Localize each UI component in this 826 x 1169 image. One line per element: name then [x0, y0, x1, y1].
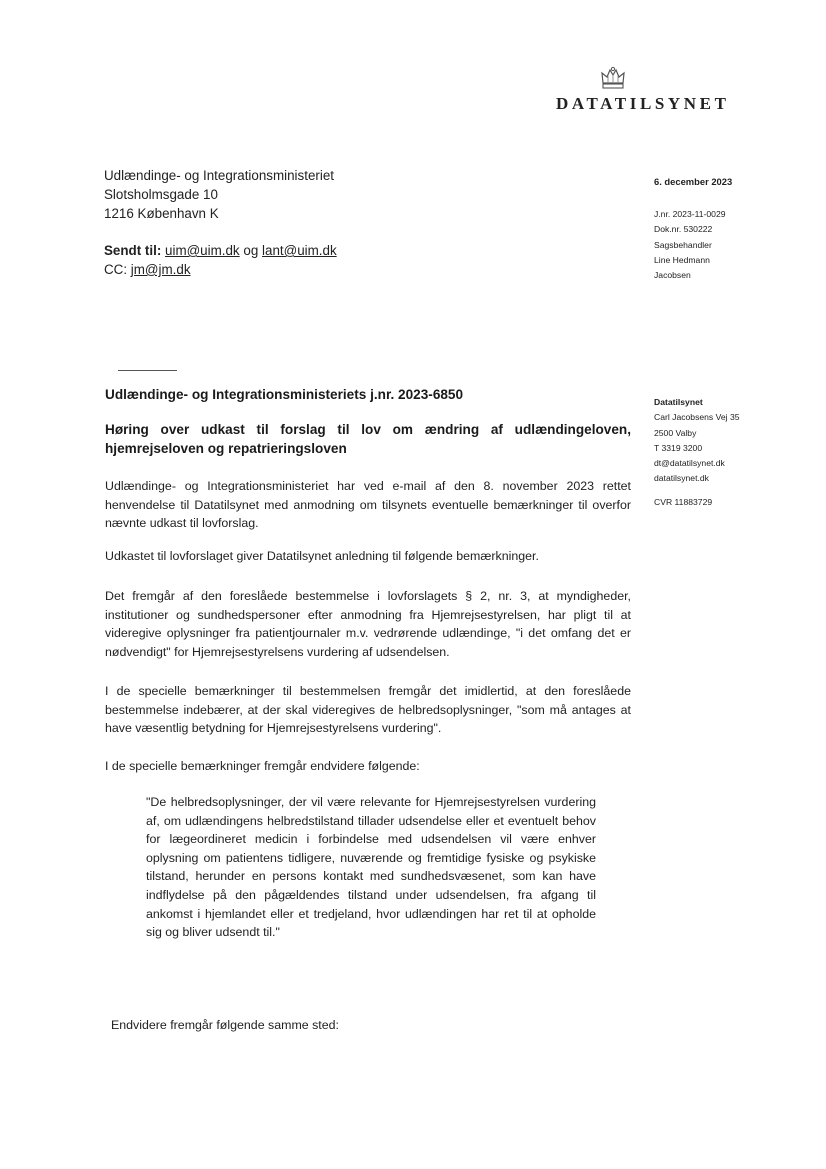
sender-contact: [654, 395, 740, 510]
sender-org: Datatilsynet: [654, 397, 703, 407]
body-paragraph: Endvidere fremgår følgende samme sted:: [111, 1018, 339, 1032]
case-meta: [654, 207, 726, 283]
case-handler-label: Sagsbehandler: [654, 239, 712, 250]
divider: [118, 370, 177, 371]
recipients-block: [104, 241, 337, 279]
reference-heading: Udlændinge- og Integrationsministeriets j.nr. 2023-6850: [105, 387, 464, 402]
body-paragraph: Det fremgår af den foreslåede bestemmelse i lovforslagets § 2, nr. 3, at myndigheder, institutioner og sundhedspersoner efter anmodning fra Hjemrejsestyrelsen, har pligt til at videregive oplysninger fra patientjournaler m.v. vedrørende udlændinge, "i det omfang det er nødvendigt" for Hjemrejsestyrelsens vurdering af udsendelsen.: [105, 589, 631, 659]
sender-cvr: CVR 11883729: [654, 496, 713, 507]
sender-city: 2500 Valby: [654, 427, 697, 438]
body-paragraph: I de specielle bemærkninger fremgår endvidere følgende:: [105, 759, 420, 773]
addressee-line: Udlændinge- og Integrationsministeriet: [104, 168, 334, 183]
addressee-block: [104, 166, 334, 223]
addressee-line: Slotsholmsgade 10: [104, 187, 218, 202]
cc-line: [104, 260, 337, 279]
addressee-line: 1216 København K: [104, 206, 219, 221]
sent-email-link[interactable]: uim@uim.dk: [165, 243, 240, 258]
sent-email-link[interactable]: lant@uim.dk: [262, 243, 337, 258]
case-handler-name: Line Hedmann: [654, 254, 710, 265]
journal-number: J.nr. 2023-11-0029: [654, 209, 726, 219]
datatilsynet-logo: [556, 66, 752, 116]
sender-web: datatilsynet.dk: [654, 473, 709, 484]
cc-email-link[interactable]: jm@jm.dk: [130, 262, 191, 277]
case-handler-name: Jacobsen: [654, 270, 691, 281]
body-paragraph: I de specielle bemærkninger til bestemmelsen fremgår det imidlertid, at den foreslåede bestemmelse indebærer, at der skal videregives de helbredsoplysninger, "som må antages at have væsentlig betydning for Hjemrejsestyrelsens vurdering".: [105, 684, 631, 736]
sent-label: Sendt til:: [104, 243, 162, 258]
crown-icon: [600, 66, 626, 90]
body-paragraph: Udlændinge- og Integrationsministeriet har ved e-mail af den 8. november 2023 rettet henvendelse til Datatilsynet med anmodning om tilsynets eventuelle bemærkninger til overfor nævnte udkast til lovforslag.: [105, 479, 631, 531]
sender-phone: T 3319 3200: [654, 442, 703, 453]
sender-street: Carl Jacobsens Vej 35: [654, 412, 740, 423]
letter-date: 6. december 2023: [654, 176, 733, 187]
conjunction: og: [243, 243, 259, 258]
cc-label: CC:: [104, 262, 128, 277]
block-quote: "De helbredsoplysninger, der vil være relevante for Hjemrejsestyrelsen vurdering af, om udlændingens helbredstilstand tillader udsendelse eller et eventuelt behov for lægeordineret medicin i forbindelse med udsendelsen vil være enhver oplysning om patientens tidligere, nuværende og fremtidige fysiske og psykiske tilstand, herunder en persons kontakt med sundhedsvæsenet, som kan have indflydelse på den pågældendes tilstand under udsendelsen, fra afgang til ankomst i hjemlandet eller et tredjeland, hvor udlændingen har ret til at opholde sig og bliver udsendt til.": [146, 795, 596, 940]
sent-to-line: [104, 241, 337, 260]
subject-heading: Høring over udkast til forslag til lov om ændring af udlændingeloven, hjemrejseloven og repatrieringsloven: [105, 422, 631, 456]
sender-email: dt@datatilsynet.dk: [654, 458, 725, 469]
logo-wordmark: DATATILSYNET: [556, 94, 730, 113]
document-number: Dok.nr. 530222: [654, 224, 713, 235]
body-paragraph: Udkastet til lovforslaget giver Datatilsynet anledning til følgende bemærkninger.: [105, 549, 539, 563]
